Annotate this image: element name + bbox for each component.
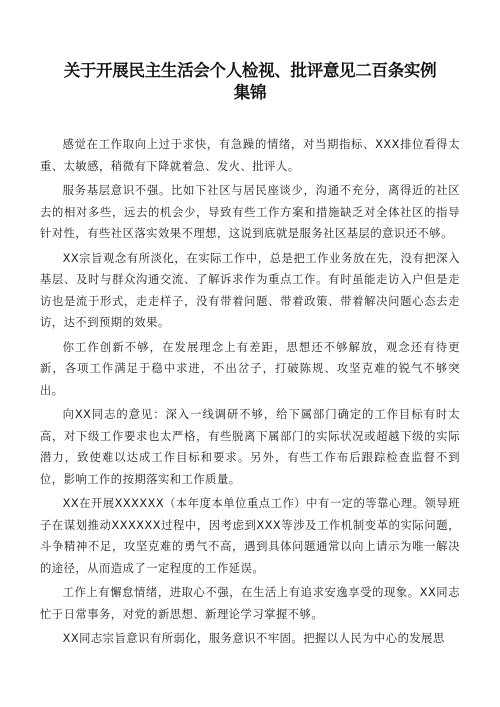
document-body xyxy=(40,134,460,650)
paragraph-6: XX在开展XXXXXX（本年度本单位重点工作）中有一定的等靠心理。领导班子在谋划推动XXXXXX过程中，因考虑到XXX等涉及工作机制变革的实际问题，斗争精神不足，攻坚克难的勇气不高，遇到具体问题通常以向上请示为唯一解决的途径，从而造成了一定程度的工作延误。 xyxy=(40,497,460,575)
paragraph-5: 向XX同志的意见：深入一线调研不够，给下属部门确定的工作目标有时太高，对下级工作要求也太严格，有些脱离下属部门的实际状况或超越下级的实际潜力，致使难以达成工作目标和要求。另外，有些工作布后跟踪检查监督不到位，影响工作的按期落实和工作质量。 xyxy=(40,408,460,486)
paragraph-7: 工作上有懈怠情绪，进取心不强，在生活上有追求安逸享受的现象。XX同志忙于日常事务，对党的新思想、新理论学习掌握不够。 xyxy=(40,586,460,621)
paragraph-4: 你工作创新不够，在发展理念上有差距，思想还不够解放，观念还有待更新，各项工作满足于稳中求进，不出岔子，打破陈规、攻坚克难的锐气不够突出。 xyxy=(40,340,460,397)
document-title xyxy=(40,60,460,104)
paragraph-1: 感觉在工作取向上过于求快，有急躁的情绪，对当期指标、XXX排位看得太重、太敏感，稍微有下降就着急、发火、批评人。 xyxy=(40,138,460,173)
paragraph-2: 服务基层意识不强。比如下社区与居民座谈少，沟通不充分，离得近的社区去的相对多些，远去的机会少，导致有些工作方案和措施缺乏对全体社区的指导针对性，有些社区落实效果不理想，这说到底就是服务社区基层的意识还不够。 xyxy=(40,184,460,240)
title-line-1: 关于开展民主生活会个人检视、批评意见二百条实例 xyxy=(63,61,437,80)
paragraph-3: XX宗旨观念有所淡化，在实际工作中，总是把工作业务放在先，没有把深入基层、及时与群众沟通交流、了解诉求作为重点工作。有时虽能走访入户但是走访也是流于形式，走走样子，没有带着问题、带着政策、带着解决问题心态去走访，达不到预期的效果。 xyxy=(40,251,460,329)
paragraph-8: XX同志宗旨意识有所弱化，服务意识不牢固。把握以人民为中心的发展思 xyxy=(62,632,445,645)
title-line-2: 集锦 xyxy=(233,83,267,102)
